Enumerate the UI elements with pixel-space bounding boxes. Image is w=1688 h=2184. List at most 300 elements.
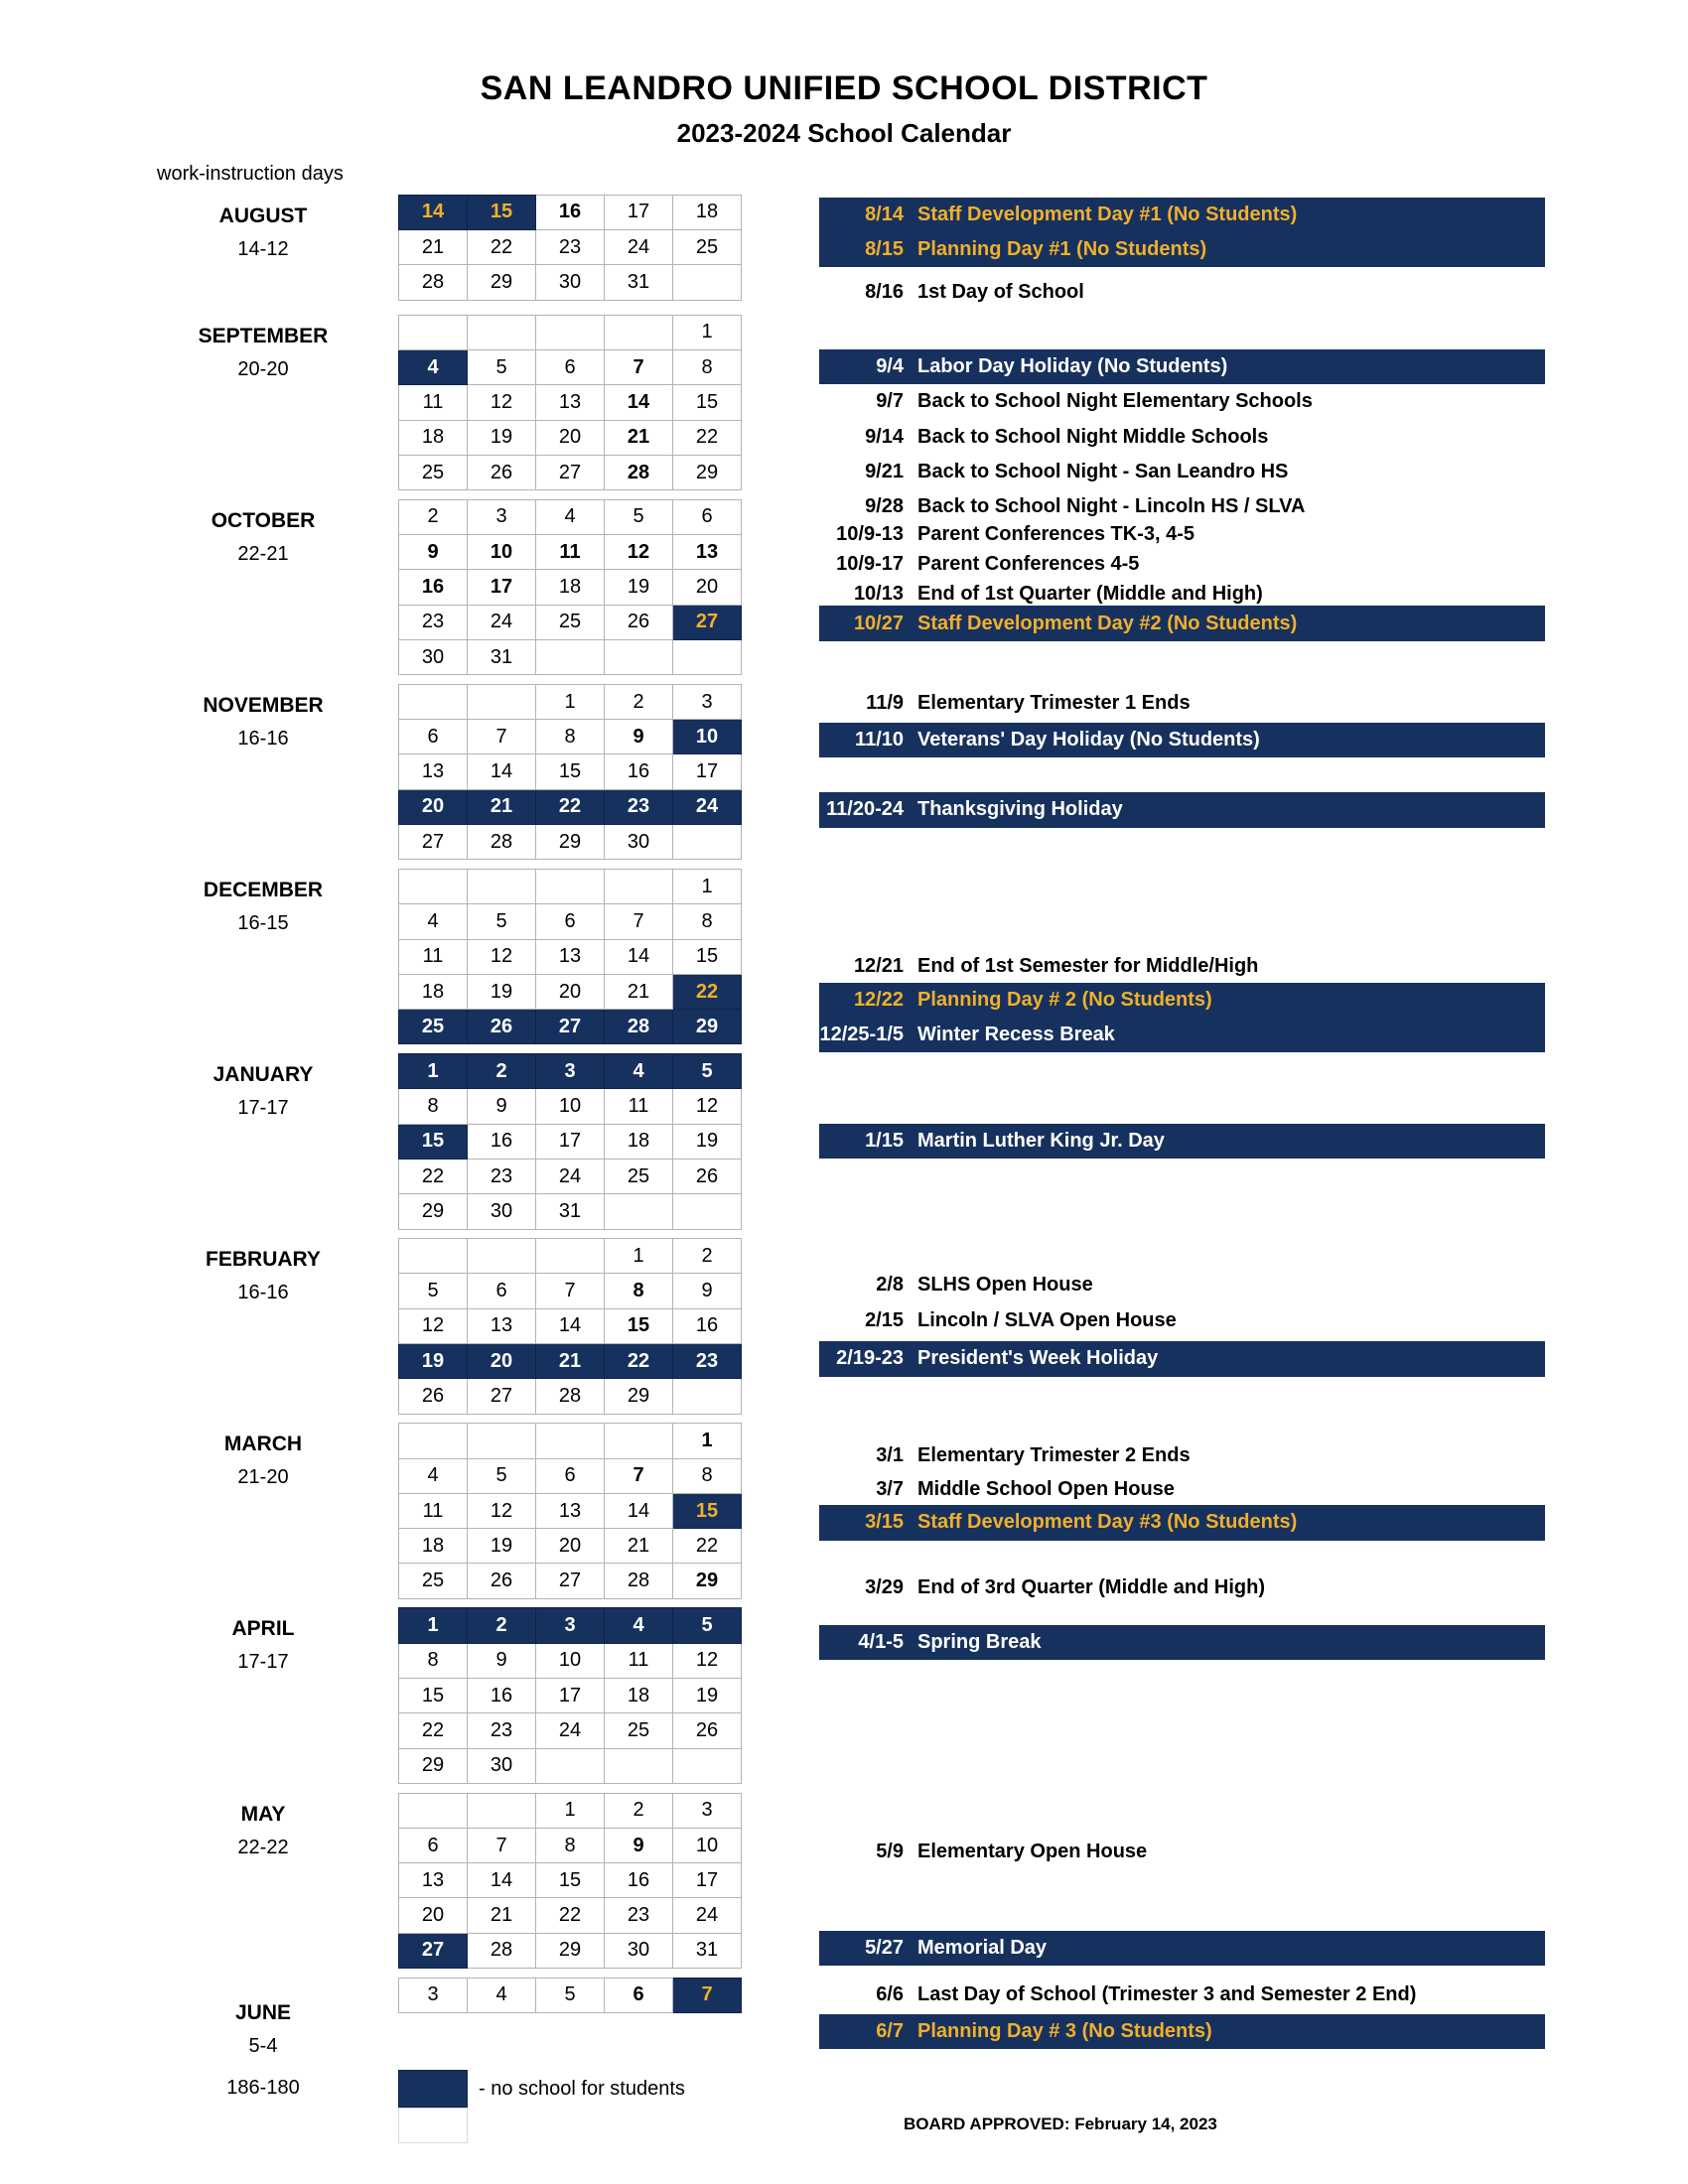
day-cell: 10 bbox=[673, 720, 742, 754]
day-cell: 6 bbox=[536, 904, 605, 939]
day-cell: 21 bbox=[605, 420, 673, 455]
day-cell: 8 bbox=[399, 1089, 468, 1124]
day-cell: 1 bbox=[673, 1424, 742, 1458]
day-cell: 4 bbox=[605, 1608, 673, 1643]
event-text: Back to School Night Middle Schools bbox=[917, 425, 1269, 448]
day-cell: 14 bbox=[536, 1308, 605, 1343]
day-cell: 23 bbox=[468, 1713, 536, 1748]
day-cell: 21 bbox=[536, 1344, 605, 1379]
event-row bbox=[819, 1124, 1545, 1159]
day-cell: 8 bbox=[605, 1274, 673, 1308]
day-cell: 31 bbox=[673, 1933, 742, 1968]
day-cell: 10 bbox=[468, 535, 536, 570]
month-workdays: 22-21 bbox=[237, 542, 289, 565]
day-cell: 19 bbox=[468, 974, 536, 1009]
day-cell: 22 bbox=[673, 420, 742, 455]
event-text: Martin Luther King Jr. Day bbox=[917, 1129, 1165, 1152]
day-cell: 1 bbox=[536, 1793, 605, 1828]
event-row bbox=[819, 1302, 1545, 1337]
day-cell: 29 bbox=[468, 265, 536, 300]
day-cell: 10 bbox=[673, 1828, 742, 1862]
day-cell: 31 bbox=[605, 265, 673, 300]
day-cell: 5 bbox=[605, 499, 673, 534]
day-cell-empty bbox=[605, 1748, 673, 1783]
day-cell: 11 bbox=[605, 1643, 673, 1678]
day-cell: 8 bbox=[673, 349, 742, 384]
event-text: Planning Day # 2 (No Students) bbox=[917, 988, 1212, 1011]
month-name: OCTOBER bbox=[211, 508, 316, 532]
day-cell: 26 bbox=[399, 1379, 468, 1414]
event-row bbox=[819, 1018, 1545, 1052]
event-date: 2/15 bbox=[865, 1308, 904, 1331]
month-workdays: 5-4 bbox=[248, 2034, 278, 2057]
event-date: 8/16 bbox=[865, 281, 904, 304]
day-cell: 16 bbox=[536, 195, 605, 229]
day-cell: 13 bbox=[399, 754, 468, 789]
day-cell: 18 bbox=[673, 195, 742, 229]
day-cell: 30 bbox=[605, 825, 673, 860]
day-cell: 25 bbox=[673, 230, 742, 265]
event-text: Labor Day Holiday (No Students) bbox=[917, 355, 1228, 378]
day-cell: 29 bbox=[605, 1379, 673, 1414]
event-text: SLHS Open House bbox=[917, 1274, 1093, 1297]
event-text: Elementary Open House bbox=[917, 1841, 1148, 1863]
day-cell-empty bbox=[536, 639, 605, 674]
day-cell: 20 bbox=[536, 974, 605, 1009]
day-cell: 6 bbox=[399, 1828, 468, 1862]
day-cell: 17 bbox=[536, 1124, 605, 1159]
no-school-legend-swatch bbox=[398, 2070, 468, 2108]
day-cell: 7 bbox=[673, 1978, 742, 2012]
day-cell-empty bbox=[673, 1748, 742, 1783]
event-text: Middle School Open House bbox=[917, 1477, 1175, 1500]
day-cell: 1 bbox=[399, 1608, 468, 1643]
day-cell-empty bbox=[536, 870, 605, 904]
day-cell: 18 bbox=[536, 570, 605, 605]
day-cell: 30 bbox=[605, 1933, 673, 1968]
event-date: 9/21 bbox=[865, 461, 904, 483]
event-text: Last Day of School (Trimester 3 and Semester 2 End) bbox=[917, 1982, 1417, 2005]
day-cell: 6 bbox=[468, 1274, 536, 1308]
day-cell: 15 bbox=[536, 1863, 605, 1898]
event-row bbox=[819, 232, 1545, 267]
day-cell: 29 bbox=[673, 1564, 742, 1598]
no-school-legend-label: - no school for students bbox=[479, 2078, 685, 2100]
event-row bbox=[819, 1438, 1545, 1473]
day-cell: 6 bbox=[536, 1458, 605, 1493]
day-cell: 17 bbox=[605, 195, 673, 229]
day-cell: 6 bbox=[536, 349, 605, 384]
day-cell: 31 bbox=[468, 639, 536, 674]
day-cell: 26 bbox=[468, 1564, 536, 1598]
day-cell-empty bbox=[468, 315, 536, 349]
calendar-grid bbox=[398, 1238, 742, 1414]
day-cell: 25 bbox=[399, 455, 468, 489]
day-cell: 23 bbox=[605, 1898, 673, 1933]
event-date: 11/20-24 bbox=[826, 798, 904, 821]
calendar-grid bbox=[398, 869, 742, 1044]
day-cell: 20 bbox=[399, 789, 468, 824]
day-cell: 29 bbox=[673, 1010, 742, 1044]
day-cell: 4 bbox=[605, 1054, 673, 1089]
day-cell: 22 bbox=[673, 974, 742, 1009]
event-row bbox=[819, 1472, 1545, 1507]
month-name: MARCH bbox=[223, 1433, 303, 1456]
day-cell: 13 bbox=[673, 535, 742, 570]
day-cell: 9 bbox=[673, 1274, 742, 1308]
day-cell: 29 bbox=[399, 1748, 468, 1783]
day-cell: 3 bbox=[673, 1793, 742, 1828]
day-cell: 16 bbox=[468, 1678, 536, 1712]
day-cell: 16 bbox=[605, 754, 673, 789]
day-cell: 26 bbox=[673, 1713, 742, 1748]
event-date: 1/15 bbox=[865, 1129, 904, 1152]
day-cell: 5 bbox=[468, 904, 536, 939]
day-cell: 16 bbox=[673, 1308, 742, 1343]
day-cell: 30 bbox=[468, 1748, 536, 1783]
event-text: Staff Development Day #3 (No Students) bbox=[917, 1511, 1298, 1534]
work-instruction-days-label: work-instruction days bbox=[157, 163, 344, 185]
event-text: End of 1st Semester for Middle/High bbox=[917, 955, 1259, 978]
day-cell: 28 bbox=[605, 455, 673, 489]
month-workdays: 17-17 bbox=[237, 1651, 289, 1674]
day-cell: 27 bbox=[399, 1933, 468, 1968]
event-date: 10/13 bbox=[853, 582, 904, 605]
day-cell: 11 bbox=[399, 1493, 468, 1528]
day-cell: 24 bbox=[673, 1898, 742, 1933]
day-cell: 26 bbox=[468, 455, 536, 489]
event-row bbox=[819, 1835, 1545, 1869]
event-row bbox=[819, 1978, 1545, 2012]
day-cell: 22 bbox=[536, 1898, 605, 1933]
day-cell: 26 bbox=[605, 605, 673, 639]
day-cell: 7 bbox=[605, 904, 673, 939]
day-cell: 3 bbox=[536, 1608, 605, 1643]
event-row bbox=[819, 949, 1545, 984]
day-cell: 25 bbox=[399, 1010, 468, 1044]
event-text: Memorial Day bbox=[917, 1937, 1048, 1960]
day-cell: 3 bbox=[536, 1054, 605, 1089]
day-cell-empty bbox=[468, 1239, 536, 1274]
day-cell: 27 bbox=[673, 605, 742, 639]
day-cell: 29 bbox=[536, 1933, 605, 1968]
day-cell: 5 bbox=[399, 1274, 468, 1308]
event-row bbox=[819, 792, 1545, 827]
day-cell: 13 bbox=[399, 1863, 468, 1898]
event-row bbox=[819, 606, 1545, 640]
day-cell: 5 bbox=[536, 1978, 605, 2012]
day-cell: 9 bbox=[605, 1828, 673, 1862]
day-cell: 17 bbox=[536, 1678, 605, 1712]
event-row bbox=[819, 686, 1545, 721]
day-cell-empty bbox=[468, 1424, 536, 1458]
day-cell: 18 bbox=[399, 974, 468, 1009]
day-cell: 27 bbox=[468, 1379, 536, 1414]
day-cell: 3 bbox=[468, 499, 536, 534]
day-cell: 12 bbox=[468, 1493, 536, 1528]
day-cell: 18 bbox=[605, 1124, 673, 1159]
event-date: 12/22 bbox=[853, 988, 904, 1011]
day-cell: 2 bbox=[468, 1608, 536, 1643]
event-row bbox=[819, 384, 1545, 419]
day-cell: 22 bbox=[536, 789, 605, 824]
event-text: Parent Conferences 4-5 bbox=[917, 552, 1140, 575]
event-row bbox=[819, 1341, 1545, 1376]
day-cell: 30 bbox=[536, 265, 605, 300]
day-cell: 20 bbox=[536, 420, 605, 455]
day-cell: 14 bbox=[605, 939, 673, 974]
event-row bbox=[819, 1268, 1545, 1302]
event-row bbox=[819, 349, 1545, 384]
day-cell: 14 bbox=[605, 385, 673, 420]
day-cell: 14 bbox=[468, 1863, 536, 1898]
day-cell: 8 bbox=[536, 1828, 605, 1862]
legend-empty-cell bbox=[398, 2108, 468, 2143]
day-cell: 16 bbox=[605, 1863, 673, 1898]
day-cell: 23 bbox=[536, 230, 605, 265]
month-name: FEBRUARY bbox=[206, 1248, 321, 1272]
day-cell: 7 bbox=[536, 1274, 605, 1308]
day-cell: 6 bbox=[673, 499, 742, 534]
day-cell-empty bbox=[605, 870, 673, 904]
month-name: APRIL bbox=[231, 1617, 295, 1641]
month-workdays: 14-12 bbox=[237, 237, 289, 260]
day-cell: 15 bbox=[673, 939, 742, 974]
day-cell: 15 bbox=[605, 1308, 673, 1343]
day-cell: 16 bbox=[399, 570, 468, 605]
event-text: Staff Development Day #1 (No Students) bbox=[917, 203, 1298, 225]
month-name: AUGUST bbox=[218, 204, 308, 227]
day-cell: 27 bbox=[536, 455, 605, 489]
day-cell: 22 bbox=[605, 1344, 673, 1379]
event-text: Back to School Night - San Leandro HS bbox=[917, 461, 1289, 483]
event-date: 3/7 bbox=[876, 1477, 904, 1500]
event-date: 2/8 bbox=[876, 1274, 904, 1297]
month-workdays: 17-17 bbox=[237, 1097, 289, 1120]
day-cell: 26 bbox=[673, 1159, 742, 1193]
day-cell: 7 bbox=[605, 1458, 673, 1493]
event-date: 3/1 bbox=[876, 1444, 904, 1467]
event-text: Staff Development Day #2 (No Students) bbox=[917, 612, 1298, 634]
day-cell: 7 bbox=[468, 720, 536, 754]
month-name: MAY bbox=[240, 1802, 286, 1826]
calendar-grid bbox=[398, 1607, 742, 1783]
month-name: SEPTEMBER bbox=[198, 324, 329, 347]
day-cell-empty bbox=[468, 1793, 536, 1828]
event-text: Back to School Night Elementary Schools bbox=[917, 390, 1313, 413]
day-cell-empty bbox=[536, 1239, 605, 1274]
day-cell: 18 bbox=[399, 1529, 468, 1564]
day-cell: 2 bbox=[399, 499, 468, 534]
day-cell: 19 bbox=[673, 1678, 742, 1712]
event-row bbox=[819, 455, 1545, 489]
day-cell: 10 bbox=[536, 1643, 605, 1678]
event-date: 6/6 bbox=[876, 1982, 904, 2005]
day-cell: 11 bbox=[536, 535, 605, 570]
calendar-grid bbox=[398, 1053, 742, 1229]
event-text: Lincoln / SLVA Open House bbox=[917, 1308, 1177, 1331]
event-row bbox=[819, 1505, 1545, 1540]
calendar-grid bbox=[398, 195, 742, 301]
day-cell: 1 bbox=[605, 1239, 673, 1274]
event-date: 11/9 bbox=[866, 691, 904, 714]
day-cell: 23 bbox=[673, 1344, 742, 1379]
event-row bbox=[819, 1931, 1545, 1966]
day-cell: 2 bbox=[468, 1054, 536, 1089]
day-cell: 6 bbox=[399, 720, 468, 754]
event-text: 1st Day of School bbox=[917, 281, 1084, 304]
day-cell: 25 bbox=[399, 1564, 468, 1598]
day-cell: 22 bbox=[399, 1159, 468, 1193]
day-cell-empty bbox=[605, 639, 673, 674]
day-cell: 4 bbox=[536, 499, 605, 534]
day-cell-empty bbox=[673, 825, 742, 860]
day-cell: 12 bbox=[468, 385, 536, 420]
calendar-grid bbox=[398, 499, 742, 675]
event-date: 10/9-17 bbox=[836, 552, 904, 575]
event-text: Planning Day # 3 (No Students) bbox=[917, 2019, 1212, 2042]
day-cell: 28 bbox=[399, 265, 468, 300]
event-text: Back to School Night - Lincoln HS / SLVA bbox=[917, 495, 1306, 518]
day-cell: 10 bbox=[536, 1089, 605, 1124]
day-cell: 1 bbox=[536, 684, 605, 719]
day-cell: 23 bbox=[605, 789, 673, 824]
day-cell: 7 bbox=[468, 1828, 536, 1862]
event-text: Winter Recess Break bbox=[917, 1024, 1115, 1046]
day-cell: 21 bbox=[605, 1529, 673, 1564]
event-date: 3/15 bbox=[865, 1511, 904, 1534]
day-cell: 15 bbox=[468, 195, 536, 229]
day-cell: 17 bbox=[673, 1863, 742, 1898]
day-cell: 19 bbox=[399, 1344, 468, 1379]
day-cell: 27 bbox=[536, 1564, 605, 1598]
day-cell: 1 bbox=[399, 1054, 468, 1089]
event-row bbox=[819, 723, 1545, 757]
month-workdays: 20-20 bbox=[237, 357, 289, 380]
month-name: JANUARY bbox=[212, 1063, 314, 1087]
day-cell: 30 bbox=[468, 1194, 536, 1229]
day-cell: 22 bbox=[673, 1529, 742, 1564]
day-cell-empty bbox=[468, 684, 536, 719]
day-cell-empty bbox=[605, 1424, 673, 1458]
day-cell: 20 bbox=[536, 1529, 605, 1564]
event-text: End of 1st Quarter (Middle and High) bbox=[917, 582, 1263, 605]
day-cell-empty bbox=[673, 1379, 742, 1414]
month-workdays: 16-16 bbox=[237, 727, 289, 750]
day-cell: 24 bbox=[605, 230, 673, 265]
day-cell: 3 bbox=[399, 1978, 468, 2012]
event-text: End of 3rd Quarter (Middle and High) bbox=[917, 1575, 1265, 1598]
day-cell-empty bbox=[605, 1194, 673, 1229]
day-cell: 21 bbox=[468, 1898, 536, 1933]
day-cell: 12 bbox=[673, 1089, 742, 1124]
event-date: 10/9-13 bbox=[836, 522, 904, 545]
event-text: Elementary Trimester 2 Ends bbox=[917, 1444, 1191, 1467]
day-cell: 21 bbox=[605, 974, 673, 1009]
day-cell: 28 bbox=[605, 1010, 673, 1044]
day-cell-empty bbox=[468, 870, 536, 904]
day-cell: 15 bbox=[673, 385, 742, 420]
day-cell: 2 bbox=[605, 684, 673, 719]
event-text: Planning Day #1 (No Students) bbox=[917, 238, 1207, 261]
day-cell: 12 bbox=[468, 939, 536, 974]
day-cell: 20 bbox=[399, 1898, 468, 1933]
day-cell: 1 bbox=[673, 315, 742, 349]
day-cell: 26 bbox=[468, 1010, 536, 1044]
day-cell: 15 bbox=[399, 1124, 468, 1159]
day-cell: 28 bbox=[605, 1564, 673, 1598]
day-cell: 25 bbox=[536, 605, 605, 639]
day-cell: 8 bbox=[536, 720, 605, 754]
day-cell-empty bbox=[399, 315, 468, 349]
day-cell: 15 bbox=[399, 1678, 468, 1712]
day-cell: 8 bbox=[673, 904, 742, 939]
day-cell: 19 bbox=[605, 570, 673, 605]
event-text: Parent Conferences TK-3, 4-5 bbox=[917, 522, 1195, 545]
day-cell: 17 bbox=[468, 570, 536, 605]
day-cell: 20 bbox=[468, 1344, 536, 1379]
day-cell: 22 bbox=[468, 230, 536, 265]
event-date: 12/21 bbox=[853, 955, 904, 978]
event-row bbox=[819, 420, 1545, 455]
event-date: 8/14 bbox=[865, 203, 904, 225]
event-row bbox=[819, 1570, 1545, 1605]
day-cell: 24 bbox=[536, 1159, 605, 1193]
event-date: 5/27 bbox=[865, 1937, 904, 1960]
day-cell: 25 bbox=[605, 1159, 673, 1193]
day-cell: 2 bbox=[605, 1793, 673, 1828]
day-cell: 5 bbox=[673, 1054, 742, 1089]
day-cell: 24 bbox=[673, 789, 742, 824]
day-cell: 14 bbox=[468, 754, 536, 789]
event-date: 10/27 bbox=[853, 612, 904, 634]
day-cell: 29 bbox=[673, 455, 742, 489]
month-workdays: 22-22 bbox=[237, 1836, 289, 1858]
calendar-grid bbox=[398, 1793, 742, 1969]
event-date: 3/29 bbox=[865, 1575, 904, 1598]
day-cell: 29 bbox=[536, 825, 605, 860]
event-row bbox=[819, 198, 1545, 232]
day-cell: 30 bbox=[399, 639, 468, 674]
day-cell: 17 bbox=[673, 754, 742, 789]
event-row bbox=[819, 1625, 1545, 1660]
day-cell: 28 bbox=[468, 1933, 536, 1968]
day-cell: 11 bbox=[605, 1089, 673, 1124]
event-text: President's Week Holiday bbox=[917, 1347, 1159, 1370]
day-cell: 9 bbox=[468, 1089, 536, 1124]
day-cell: 27 bbox=[536, 1010, 605, 1044]
day-cell: 28 bbox=[536, 1379, 605, 1414]
calendar-grid bbox=[398, 315, 742, 490]
event-row bbox=[819, 275, 1545, 310]
day-cell: 15 bbox=[536, 754, 605, 789]
day-cell: 29 bbox=[399, 1194, 468, 1229]
day-cell: 1 bbox=[673, 870, 742, 904]
day-cell: 5 bbox=[468, 349, 536, 384]
event-row bbox=[819, 983, 1545, 1018]
day-cell: 19 bbox=[673, 1124, 742, 1159]
day-cell: 9 bbox=[399, 535, 468, 570]
day-cell-empty bbox=[536, 1748, 605, 1783]
day-cell-empty bbox=[399, 684, 468, 719]
day-cell-empty bbox=[399, 1239, 468, 1274]
total-workdays-count: 186-180 bbox=[226, 2077, 300, 2099]
month-name: JUNE bbox=[234, 2000, 292, 2024]
day-cell: 31 bbox=[536, 1194, 605, 1229]
day-cell-empty bbox=[399, 1424, 468, 1458]
day-cell: 20 bbox=[673, 570, 742, 605]
day-cell-empty bbox=[605, 315, 673, 349]
